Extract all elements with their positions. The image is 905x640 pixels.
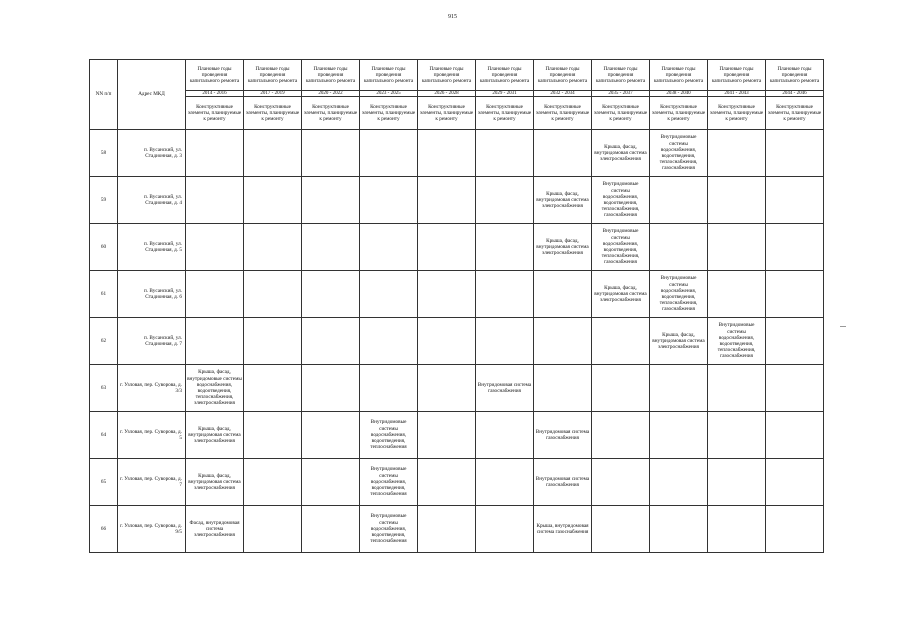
row-address: п. Вусанский, ул. Стадионная, д. 3 — [118, 130, 186, 177]
row-cell — [360, 224, 418, 271]
row-cell — [476, 459, 534, 506]
row-cell — [418, 412, 476, 459]
row-cell — [650, 459, 708, 506]
row-number: 63 — [90, 365, 118, 412]
header-planned-label: Плановые годы проведения капитального ремонта — [418, 60, 476, 91]
row-cell — [360, 130, 418, 177]
header-planned-label: Плановые годы проведения капитального ремонта — [360, 60, 418, 91]
row-cell — [244, 271, 302, 318]
header-planned-label: Плановые годы проведения капитального ремонта — [244, 60, 302, 91]
row-cell: Крыша, фасад, внутридомовая система электроснабжения — [186, 412, 244, 459]
row-number: 66 — [90, 506, 118, 553]
row-cell — [418, 318, 476, 365]
row-cell — [592, 365, 650, 412]
row-cell — [418, 177, 476, 224]
header-year-range: 2038 - 2040 — [650, 91, 708, 97]
header-year-range: 2026 - 2028 — [418, 91, 476, 97]
capital-repair-schedule-table — [89, 59, 824, 553]
row-cell — [302, 130, 360, 177]
row-cell — [766, 177, 824, 224]
row-number: 58 — [90, 130, 118, 177]
header-planned-label: Плановые годы проведения капитального ремонта — [650, 60, 708, 91]
row-cell — [650, 224, 708, 271]
row-cell — [476, 271, 534, 318]
row-cell — [476, 506, 534, 553]
row-cell: Внутридомовые системы водоснабжения, водоотведения, теплоснабжения, газоснабжения — [650, 130, 708, 177]
header-elements-label: Конструктивные элементы, планируемые к ремонту — [244, 97, 302, 130]
row-cell — [708, 224, 766, 271]
row-cell — [418, 365, 476, 412]
header-year-range: 2023 - 2025 — [360, 91, 418, 97]
header-year-range: 2029 - 2031 — [476, 91, 534, 97]
row-address: п. Вусанский, ул. Стадионная, д. 6 — [118, 271, 186, 318]
header-year-range: 2032 - 2034 — [534, 91, 592, 97]
table-row — [90, 365, 824, 412]
row-number: 64 — [90, 412, 118, 459]
row-cell: Внутридомовые системы водоснабжения, водоотведения, теплоснабжения — [360, 412, 418, 459]
row-cell: Крыша, фасад, внутридомовая система электроснабжения — [650, 318, 708, 365]
header-planned-label: Плановые годы проведения капитального ремонта — [186, 60, 244, 91]
row-cell: Внутридомовые системы водоснабжения, водоотведения, теплоснабжения — [360, 459, 418, 506]
row-cell: Внутридомовая система газоснабжения — [534, 459, 592, 506]
row-address: п. Вусанский, ул. Стадионная, д. 7 — [118, 318, 186, 365]
row-cell — [766, 224, 824, 271]
header-year-range: 2014 - 2016 — [186, 91, 244, 97]
row-cell — [534, 318, 592, 365]
row-number: 61 — [90, 271, 118, 318]
header-elements-label: Конструктивные элементы, планируемые к ремонту — [592, 97, 650, 130]
row-cell — [302, 506, 360, 553]
row-cell — [302, 318, 360, 365]
header-elements-label: Конструктивные элементы, планируемые к ремонту — [650, 97, 708, 130]
row-cell — [534, 130, 592, 177]
table-row — [90, 506, 824, 553]
row-cell — [708, 412, 766, 459]
row-cell — [650, 177, 708, 224]
row-cell: Крыша, фасад, внутридомовая система электроснабжения — [534, 224, 592, 271]
row-cell — [418, 506, 476, 553]
row-cell — [418, 459, 476, 506]
row-cell — [708, 459, 766, 506]
row-cell — [360, 365, 418, 412]
row-cell: Внутридомовые системы водоснабжения, водоотведения, теплоснабжения, газоснабжения — [708, 318, 766, 365]
row-cell — [534, 271, 592, 318]
header-elements-label: Конструктивные элементы, планируемые к ремонту — [186, 97, 244, 130]
header-year-range: 2044 - 2046 — [766, 91, 824, 97]
header-elements-label: Конструктивные элементы, планируемые к ремонту — [360, 97, 418, 130]
row-cell — [244, 318, 302, 365]
row-cell — [186, 130, 244, 177]
page-number: 915 — [448, 14, 457, 20]
header-planned-label: Плановые годы проведения капитального ремонта — [476, 60, 534, 91]
row-cell — [244, 177, 302, 224]
header-planned-label: Плановые годы проведения капитального ремонта — [708, 60, 766, 91]
table-row — [90, 224, 824, 271]
row-cell — [418, 271, 476, 318]
header-year-range: 2041 - 2043 — [708, 91, 766, 97]
row-cell — [766, 459, 824, 506]
row-cell — [592, 318, 650, 365]
header-year-range: 2035 - 2037 — [592, 91, 650, 97]
table-row — [90, 412, 824, 459]
row-cell — [650, 506, 708, 553]
scan-mark — [840, 326, 846, 327]
row-cell: Крыша, фасад, внутридомовые системы водоснабжения, водоотведения, теплоснабжения, электроснабжения — [186, 365, 244, 412]
header-planned-label: Плановые годы проведения капитального ремонта — [534, 60, 592, 91]
header-elements-label: Конструктивные элементы, планируемые к ремонту — [534, 97, 592, 130]
row-cell — [592, 506, 650, 553]
row-cell — [766, 130, 824, 177]
row-cell — [302, 365, 360, 412]
row-cell — [186, 271, 244, 318]
row-cell: Внутридомовые системы водоснабжения, водоотведения, теплоснабжения, газоснабжения — [650, 271, 708, 318]
row-number: 65 — [90, 459, 118, 506]
row-cell — [708, 506, 766, 553]
row-cell — [302, 459, 360, 506]
row-address: г. Узловая, пер. Суворова, д. 9/5 — [118, 506, 186, 553]
row-cell — [476, 318, 534, 365]
header-elements-label: Конструктивные элементы, планируемые к ремонту — [476, 97, 534, 130]
row-cell — [476, 224, 534, 271]
row-cell — [302, 177, 360, 224]
row-cell — [708, 130, 766, 177]
row-address: п. Вусанский, ул. Стадионная, д. 5 — [118, 224, 186, 271]
header-year-range: 2017 - 2019 — [244, 91, 302, 97]
table-row — [90, 130, 824, 177]
header-row-elements — [90, 97, 824, 130]
row-cell: Крыша, фасад, внутридомовая система электроснабжения — [592, 271, 650, 318]
header-elements-label: Конструктивные элементы, планируемые к ремонту — [418, 97, 476, 130]
row-cell — [708, 271, 766, 318]
row-number: 60 — [90, 224, 118, 271]
header-planned-label: Плановые годы проведения капитального ремонта — [592, 60, 650, 91]
row-address: п. Вусанский, ул. Стадионная, д. 4 — [118, 177, 186, 224]
row-cell — [476, 177, 534, 224]
row-address: г. Узловая, пер. Суворова, д. 3/3 — [118, 365, 186, 412]
row-cell — [766, 412, 824, 459]
row-cell — [476, 130, 534, 177]
row-cell — [186, 318, 244, 365]
row-cell: Внутридомовые системы водоснабжения, водоотведения, теплоснабжения — [360, 506, 418, 553]
table-row — [90, 177, 824, 224]
header-address: Адрес МКД — [118, 60, 186, 130]
header-elements-label: Конструктивные элементы, планируемые к ремонту — [708, 97, 766, 130]
row-cell — [476, 412, 534, 459]
table-row — [90, 459, 824, 506]
header-planned-label: Плановые годы проведения капитального ремонта — [302, 60, 360, 91]
row-cell — [244, 506, 302, 553]
row-cell — [650, 365, 708, 412]
header-num: NN п/п — [90, 60, 118, 130]
row-number: 62 — [90, 318, 118, 365]
row-cell — [708, 177, 766, 224]
header-elements-label: Конструктивные элементы, планируемые к ремонту — [766, 97, 824, 130]
row-cell — [650, 412, 708, 459]
row-cell: Крыша, внутридомовая система газоснабжения — [534, 506, 592, 553]
table-row — [90, 318, 824, 365]
row-cell — [766, 506, 824, 553]
row-address: г. Узловая, пер. Суворова, д. 7 — [118, 459, 186, 506]
row-cell: Фасад, внутридомовая система электроснабжения — [186, 506, 244, 553]
row-cell — [708, 365, 766, 412]
row-number: 59 — [90, 177, 118, 224]
row-cell: Внутридомовые системы водоснабжения, водоотведения, теплоснабжения, газоснабжения — [592, 224, 650, 271]
row-cell — [766, 271, 824, 318]
row-cell: Крыша, фасад, внутридомовая система электроснабжения — [186, 459, 244, 506]
row-cell — [244, 130, 302, 177]
row-cell — [592, 412, 650, 459]
row-cell — [766, 365, 824, 412]
row-cell — [244, 412, 302, 459]
header-row-planned — [90, 60, 824, 91]
row-cell — [302, 224, 360, 271]
row-cell — [418, 130, 476, 177]
row-cell — [302, 271, 360, 318]
row-cell — [534, 365, 592, 412]
row-cell — [302, 412, 360, 459]
row-cell: Крыша, фасад, внутридомовая система электроснабжения — [534, 177, 592, 224]
row-cell — [186, 177, 244, 224]
row-cell — [186, 224, 244, 271]
row-cell — [418, 224, 476, 271]
row-cell — [244, 224, 302, 271]
row-cell — [360, 318, 418, 365]
header-year-range: 2020 - 2022 — [302, 91, 360, 97]
row-cell: Внутридомовая система газоснабжения — [476, 365, 534, 412]
row-cell — [244, 459, 302, 506]
header-elements-label: Конструктивные элементы, планируемые к ремонту — [302, 97, 360, 130]
row-cell — [766, 318, 824, 365]
row-cell — [592, 459, 650, 506]
table-row — [90, 271, 824, 318]
header-planned-label: Плановые годы проведения капитального ремонта — [766, 60, 824, 91]
row-cell — [244, 365, 302, 412]
row-address: г. Узловая, пер. Суворова, д. 5 — [118, 412, 186, 459]
row-cell: Крыша, фасад, внутридомовая система электроснабжения — [592, 130, 650, 177]
row-cell — [360, 271, 418, 318]
row-cell: Внутридомовая система газоснабжения — [534, 412, 592, 459]
row-cell — [360, 177, 418, 224]
row-cell: Внутридомовые системы водоснабжения, водоотведения, теплоснабжения, газоснабжения — [592, 177, 650, 224]
